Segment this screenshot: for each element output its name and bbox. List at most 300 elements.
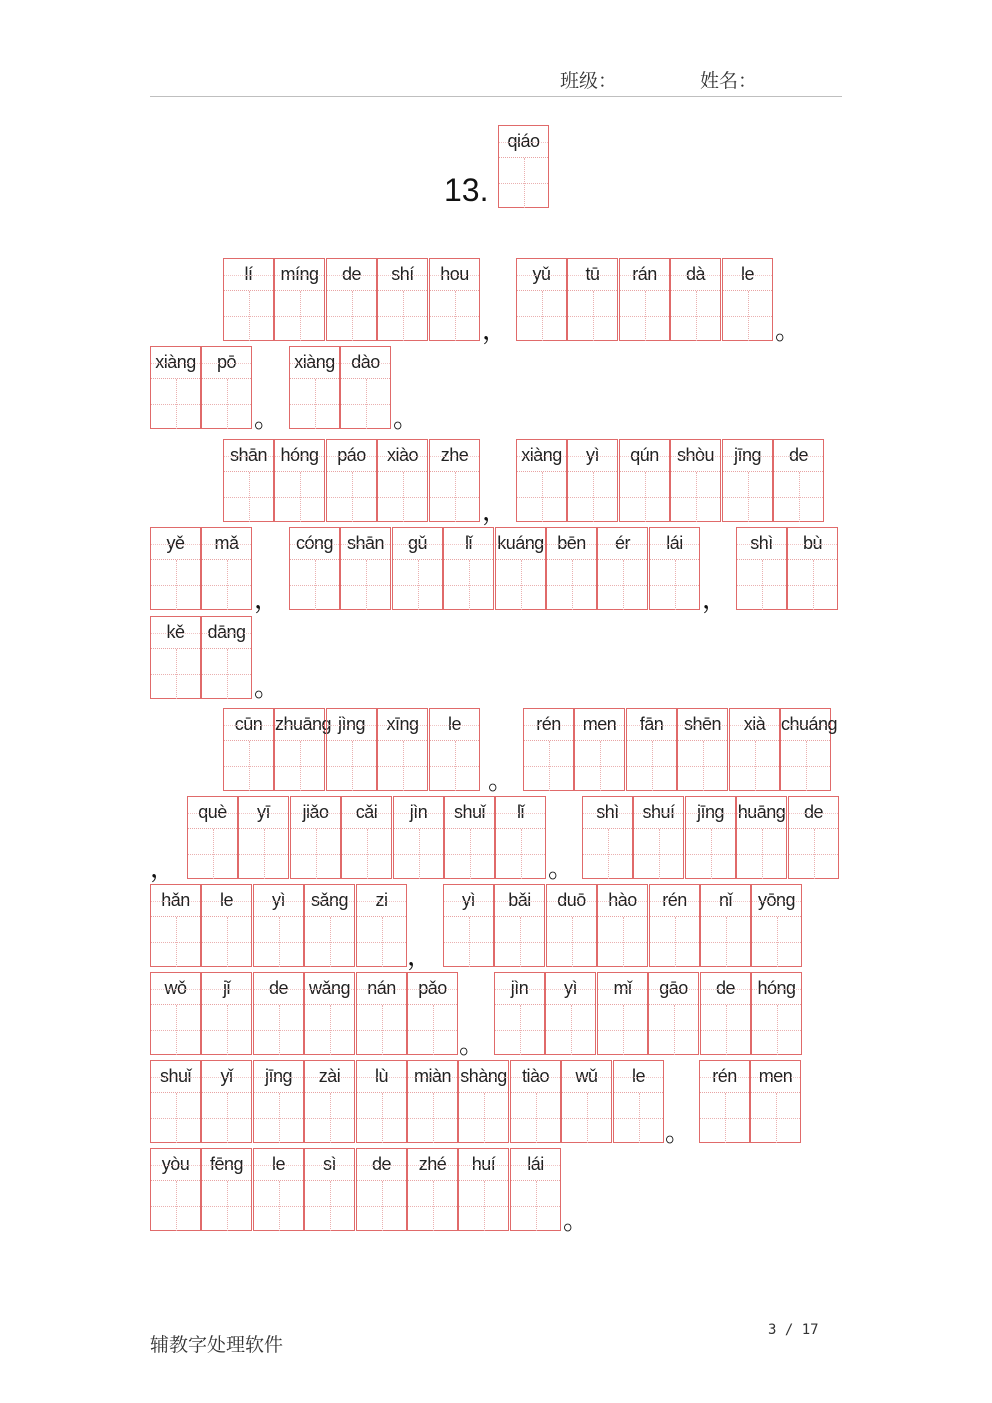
tianzige-cell[interactable] xyxy=(393,796,444,879)
punctuation-mark: 。 xyxy=(548,854,575,884)
pinyin-label: wǒ xyxy=(151,973,200,1005)
tianzige-cell[interactable] xyxy=(567,439,618,522)
hanzi-writing-box[interactable] xyxy=(305,1093,354,1143)
pinyin-label: shān xyxy=(224,440,273,472)
tianzige-cell[interactable] xyxy=(444,796,495,879)
hanzi-writing-box[interactable] xyxy=(723,291,772,341)
tianzige-cell[interactable] xyxy=(736,796,787,879)
hanzi-writing-box[interactable] xyxy=(700,1093,749,1143)
hanzi-writing-box[interactable] xyxy=(598,560,647,610)
tianzige-cell[interactable] xyxy=(253,884,304,967)
tianzige-cell[interactable] xyxy=(150,616,201,699)
tianzige-cell[interactable] xyxy=(495,527,546,610)
pinyin-label: rán xyxy=(620,259,669,291)
tianzige-cell[interactable] xyxy=(326,439,377,522)
tianzige-cell[interactable] xyxy=(523,708,574,791)
tianzige-cell[interactable] xyxy=(429,258,480,341)
tianzige-cell[interactable] xyxy=(494,884,545,967)
hanzi-writing-box[interactable] xyxy=(327,741,376,791)
hanzi-writing-box[interactable] xyxy=(598,917,647,967)
hanzi-writing-box[interactable] xyxy=(188,829,237,879)
tianzige-cell[interactable] xyxy=(516,258,567,341)
hanzi-writing-box[interactable] xyxy=(517,291,566,341)
pinyin-label: zi xyxy=(357,885,406,917)
tianzige-cell[interactable] xyxy=(201,616,252,699)
hanzi-writing-box[interactable] xyxy=(723,472,772,522)
tianzige-cell[interactable] xyxy=(619,439,670,522)
tianzige-cell[interactable] xyxy=(597,972,648,1055)
punctuation-mark: 。 xyxy=(459,1030,486,1060)
hanzi-writing-box[interactable] xyxy=(378,741,427,791)
pinyin-label: shēn xyxy=(678,709,727,741)
page-number: 3 / 17 xyxy=(768,1322,819,1338)
tianzige-cell[interactable] xyxy=(648,972,699,1055)
hanzi-writing-box[interactable] xyxy=(202,1005,251,1055)
tianzige-cell[interactable] xyxy=(253,972,304,1055)
software-name: 辅教字处理软件 xyxy=(150,1334,284,1356)
hanzi-writing-box[interactable] xyxy=(151,379,200,429)
pinyin-label: xiàng xyxy=(151,347,200,379)
hanzi-writing-box[interactable] xyxy=(341,379,390,429)
tianzige-cell[interactable] xyxy=(780,708,838,791)
pinyin-label: hào xyxy=(598,885,647,917)
tianzige-cell[interactable] xyxy=(289,527,340,610)
tianzige-cell[interactable] xyxy=(150,1148,201,1231)
hanzi-writing-box[interactable] xyxy=(575,741,624,791)
tianzige-cell[interactable] xyxy=(699,1060,750,1143)
tianzige-cell[interactable] xyxy=(443,527,494,610)
pinyin-label: rén xyxy=(524,709,573,741)
hanzi-writing-box[interactable] xyxy=(357,917,406,967)
tianzige-cell[interactable] xyxy=(274,439,325,522)
tianzige-cell[interactable] xyxy=(787,527,838,610)
hanzi-writing-box[interactable] xyxy=(620,291,669,341)
pinyin-label: dào xyxy=(341,347,390,379)
pinyin-label: bēn xyxy=(547,528,596,560)
tianzige-cell[interactable] xyxy=(150,346,201,429)
hanzi-writing-box[interactable] xyxy=(614,1093,663,1143)
pinyin-label: sǎng xyxy=(305,885,354,917)
hanzi-writing-box[interactable] xyxy=(511,1093,560,1143)
pinyin-label: ér xyxy=(598,528,647,560)
tianzige-cell[interactable] xyxy=(407,1148,458,1231)
tianzige-cell[interactable] xyxy=(377,258,428,341)
hanzi-writing-box[interactable] xyxy=(151,560,200,610)
tianzige-cell[interactable] xyxy=(407,1060,458,1143)
tianzige-cell[interactable] xyxy=(201,884,252,967)
pinyin-label: kě xyxy=(151,617,200,649)
tianzige-cell[interactable] xyxy=(201,1060,252,1143)
hanzi-writing-box[interactable] xyxy=(788,560,837,610)
hanzi-writing-box[interactable] xyxy=(459,1093,508,1143)
hanzi-writing-box[interactable] xyxy=(752,1005,801,1055)
tianzige-cell[interactable] xyxy=(545,972,596,1055)
hanzi-writing-box[interactable] xyxy=(151,917,200,967)
hanzi-writing-box[interactable] xyxy=(444,917,493,967)
pinyin-label: qiáo xyxy=(499,126,548,158)
tianzige-cell[interactable] xyxy=(326,258,377,341)
hanzi-writing-box[interactable] xyxy=(305,1181,354,1231)
pinyin-label: dà xyxy=(671,259,720,291)
hanzi-writing-box[interactable] xyxy=(686,829,735,879)
tianzige-cell[interactable] xyxy=(633,796,684,879)
tianzige-cell[interactable] xyxy=(516,439,567,522)
hanzi-writing-box[interactable] xyxy=(649,1005,698,1055)
tianzige-cell[interactable] xyxy=(223,439,274,522)
name-label: 姓名： xyxy=(700,70,758,92)
pinyin-label: lǐ xyxy=(444,528,493,560)
hanzi-writing-box[interactable] xyxy=(378,291,427,341)
pinyin-label: men xyxy=(751,1061,800,1093)
hanzi-writing-box[interactable] xyxy=(751,1093,800,1143)
tianzige-cell[interactable] xyxy=(788,796,839,879)
hanzi-writing-box[interactable] xyxy=(290,379,339,429)
hanzi-writing-box[interactable] xyxy=(752,917,801,967)
tianzige-cell[interactable] xyxy=(150,1060,201,1143)
hanzi-writing-box[interactable] xyxy=(305,917,354,967)
pinyin-label: zhe xyxy=(430,440,479,472)
tianzige-cell[interactable] xyxy=(429,439,480,522)
hanzi-writing-box[interactable] xyxy=(598,1005,647,1055)
tianzige-cell[interactable] xyxy=(326,708,377,791)
hanzi-writing-box[interactable] xyxy=(730,741,779,791)
hanzi-writing-box[interactable] xyxy=(393,560,442,610)
tianzige-cell[interactable] xyxy=(773,439,824,522)
hanzi-writing-box[interactable] xyxy=(445,829,494,879)
hanzi-writing-box[interactable] xyxy=(254,1181,303,1231)
tianzige-cell[interactable] xyxy=(392,527,443,610)
pinyin-label: shì xyxy=(583,797,632,829)
pinyin-label: míng xyxy=(275,259,324,291)
hanzi-writing-box[interactable] xyxy=(547,917,596,967)
tianzige-cell[interactable] xyxy=(597,527,648,610)
tianzige-cell[interactable] xyxy=(700,884,751,967)
tianzige-cell[interactable] xyxy=(340,527,391,610)
hanzi-writing-box[interactable] xyxy=(224,741,273,791)
hanzi-writing-box[interactable] xyxy=(774,472,823,522)
pinyin-label: nán xyxy=(357,973,406,1005)
tianzige-cell[interactable] xyxy=(510,1060,561,1143)
hanzi-writing-box[interactable] xyxy=(151,649,200,699)
hanzi-writing-box[interactable] xyxy=(239,829,288,879)
tianzige-cell[interactable] xyxy=(274,258,325,341)
pinyin-label: miàn xyxy=(408,1061,457,1093)
hanzi-writing-box[interactable] xyxy=(499,158,548,208)
tianzige-cell[interactable] xyxy=(649,884,700,967)
pinyin-label: shàng xyxy=(459,1061,508,1093)
pinyin-label: gāo xyxy=(649,973,698,1005)
punctuation-mark: ， xyxy=(482,316,509,346)
tianzige-cell[interactable] xyxy=(253,1060,304,1143)
tianzige-cell[interactable] xyxy=(356,1060,407,1143)
pinyin-label: cūn xyxy=(224,709,273,741)
tianzige-cell[interactable] xyxy=(443,884,494,967)
pinyin-label: le xyxy=(254,1149,303,1181)
hanzi-writing-box[interactable] xyxy=(327,291,376,341)
hanzi-writing-box[interactable] xyxy=(357,1181,406,1231)
hanzi-writing-box[interactable] xyxy=(627,741,676,791)
pinyin-label: shān xyxy=(341,528,390,560)
hanzi-writing-box[interactable] xyxy=(430,741,479,791)
tianzige-cell[interactable] xyxy=(670,439,721,522)
pinyin-label: hóng xyxy=(752,973,801,1005)
hanzi-writing-box[interactable] xyxy=(254,1093,303,1143)
punctuation-mark: 。 xyxy=(254,673,281,703)
pinyin-label: sì xyxy=(305,1149,354,1181)
hanzi-writing-box[interactable] xyxy=(459,1181,508,1231)
tianzige-cell[interactable] xyxy=(223,258,274,341)
tianzige-cell[interactable] xyxy=(582,796,633,879)
tianzige-cell[interactable] xyxy=(722,258,773,341)
pinyin-label: jiǎo xyxy=(291,797,340,829)
pinyin-label: jìn xyxy=(495,973,544,1005)
pinyin-label: le xyxy=(430,709,479,741)
punctuation-mark: 。 xyxy=(393,404,420,434)
hanzi-writing-box[interactable] xyxy=(568,472,617,522)
hanzi-writing-box[interactable] xyxy=(290,560,339,610)
tianzige-cell[interactable] xyxy=(304,884,355,967)
hanzi-writing-box[interactable] xyxy=(224,291,273,341)
pinyin-label: yǐ xyxy=(202,1061,251,1093)
hanzi-writing-box[interactable] xyxy=(254,917,303,967)
hanzi-writing-box[interactable] xyxy=(547,560,596,610)
hanzi-writing-box[interactable] xyxy=(224,472,273,522)
tianzige-cell[interactable] xyxy=(494,972,545,1055)
pinyin-label: jīng xyxy=(723,440,772,472)
punctuation-mark: ， xyxy=(150,854,177,884)
tianzige-cell[interactable] xyxy=(546,527,597,610)
tianzige-cell[interactable] xyxy=(223,708,274,791)
tianzige-cell[interactable] xyxy=(458,1148,509,1231)
tianzige-cell[interactable] xyxy=(685,796,736,879)
tianzige-cell[interactable] xyxy=(751,884,802,967)
tianzige-cell[interactable] xyxy=(340,346,391,429)
pinyin-label: mǐ xyxy=(598,973,647,1005)
punctuation-mark: 。 xyxy=(563,1206,590,1236)
tianzige-cell[interactable] xyxy=(750,1060,801,1143)
tianzige-cell[interactable] xyxy=(700,972,751,1055)
hanzi-writing-box[interactable] xyxy=(444,560,493,610)
tianzige-cell[interactable] xyxy=(238,796,289,879)
hanzi-writing-box[interactable] xyxy=(430,472,479,522)
pinyin-label: tū xyxy=(568,259,617,291)
tianzige-cell[interactable] xyxy=(187,796,238,879)
pinyin-label: bù xyxy=(788,528,837,560)
hanzi-writing-box[interactable] xyxy=(357,1005,406,1055)
tianzige-cell[interactable] xyxy=(567,258,618,341)
tianzige-cell[interactable] xyxy=(458,1060,509,1143)
pinyin-label: hǎn xyxy=(151,885,200,917)
pinyin-label: shuǐ xyxy=(445,797,494,829)
pinyin-label: cóng xyxy=(290,528,339,560)
hanzi-writing-box[interactable] xyxy=(394,829,443,879)
hanzi-writing-box[interactable] xyxy=(678,741,727,791)
hanzi-writing-box[interactable] xyxy=(341,560,390,610)
hanzi-writing-box[interactable] xyxy=(781,741,830,791)
tianzige-cell[interactable] xyxy=(290,796,341,879)
hanzi-writing-box[interactable] xyxy=(305,1005,354,1055)
pinyin-label: hóng xyxy=(275,440,324,472)
hanzi-writing-box[interactable] xyxy=(202,1093,251,1143)
tianzige-cell[interactable] xyxy=(407,972,458,1055)
tianzige-cell[interactable] xyxy=(341,796,392,879)
hanzi-writing-box[interactable] xyxy=(634,829,683,879)
tianzige-cell[interactable] xyxy=(626,708,677,791)
hanzi-writing-box[interactable] xyxy=(496,829,545,879)
tianzige-cell[interactable] xyxy=(289,346,340,429)
hanzi-writing-box[interactable] xyxy=(342,829,391,879)
hanzi-writing-box[interactable] xyxy=(511,1181,560,1231)
pinyin-label: de xyxy=(701,973,750,1005)
hanzi-writing-box[interactable] xyxy=(524,741,573,791)
tianzige-cell[interactable] xyxy=(751,972,802,1055)
tianzige-cell[interactable] xyxy=(729,708,780,791)
pinyin-label: dāng xyxy=(202,617,251,649)
hanzi-writing-box[interactable] xyxy=(495,1005,544,1055)
pinyin-label: le xyxy=(202,885,251,917)
hanzi-writing-box[interactable] xyxy=(546,1005,595,1055)
hanzi-writing-box[interactable] xyxy=(275,741,324,791)
hanzi-writing-box[interactable] xyxy=(202,649,251,699)
hanzi-writing-box[interactable] xyxy=(275,291,324,341)
tianzige-cell[interactable] xyxy=(304,1060,355,1143)
hanzi-writing-box[interactable] xyxy=(650,560,699,610)
hanzi-writing-box[interactable] xyxy=(275,472,324,522)
pinyin-label: lái xyxy=(511,1149,560,1181)
tianzige-cell[interactable] xyxy=(356,884,407,967)
pinyin-label: bǎi xyxy=(495,885,544,917)
tianzige-cell[interactable] xyxy=(649,527,700,610)
tianzige-cell[interactable] xyxy=(274,708,332,791)
pinyin-label: lí xyxy=(224,259,273,291)
tianzige-cell[interactable] xyxy=(253,1148,304,1231)
hanzi-writing-box[interactable] xyxy=(408,1005,457,1055)
hanzi-writing-box[interactable] xyxy=(151,1093,200,1143)
pinyin-label: zhé xyxy=(408,1149,457,1181)
tianzige-cell[interactable] xyxy=(613,1060,664,1143)
hanzi-writing-box[interactable] xyxy=(517,472,566,522)
pinyin-label: shì xyxy=(737,528,786,560)
pinyin-label: shuí xyxy=(634,797,683,829)
class-label: 班级： xyxy=(560,70,618,92)
tianzige-cell[interactable] xyxy=(201,1148,252,1231)
hanzi-writing-box[interactable] xyxy=(620,472,669,522)
hanzi-writing-box[interactable] xyxy=(737,560,786,610)
hanzi-writing-box[interactable] xyxy=(562,1093,611,1143)
pinyin-label: de xyxy=(774,440,823,472)
punctuation-mark: 。 xyxy=(254,404,281,434)
pinyin-label: yōng xyxy=(752,885,801,917)
pinyin-label: yǔ xyxy=(517,259,566,291)
tianzige-cell[interactable] xyxy=(201,346,252,429)
hanzi-writing-box[interactable] xyxy=(202,917,251,967)
hanzi-writing-box[interactable] xyxy=(151,1181,200,1231)
tianzige-cell[interactable] xyxy=(677,708,728,791)
pinyin-label: xiàng xyxy=(517,440,566,472)
punctuation-mark: 。 xyxy=(665,1118,692,1148)
hanzi-writing-box[interactable] xyxy=(568,291,617,341)
hanzi-writing-box[interactable] xyxy=(701,917,750,967)
pinyin-label: rén xyxy=(700,1061,749,1093)
hanzi-writing-box[interactable] xyxy=(202,560,251,610)
tianzige-cell[interactable] xyxy=(377,439,428,522)
pinyin-label: pō xyxy=(202,347,251,379)
hanzi-writing-box[interactable] xyxy=(737,829,786,879)
tianzige-cell[interactable] xyxy=(619,258,670,341)
tianzige-cell[interactable] xyxy=(150,527,201,610)
pinyin-label: kuáng xyxy=(496,528,545,560)
hanzi-writing-box[interactable] xyxy=(378,472,427,522)
hanzi-writing-box[interactable] xyxy=(789,829,838,879)
pinyin-label: de xyxy=(327,259,376,291)
pinyin-label: de xyxy=(254,973,303,1005)
hanzi-writing-box[interactable] xyxy=(202,1181,251,1231)
pinyin-label: fān xyxy=(627,709,676,741)
tianzige-cell[interactable] xyxy=(722,439,773,522)
pinyin-label: què xyxy=(188,797,237,829)
pinyin-label: wǔ xyxy=(562,1061,611,1093)
tianzige-cell[interactable] xyxy=(150,972,201,1055)
tianzige-cell[interactable] xyxy=(670,258,721,341)
pinyin-label: xīng xyxy=(378,709,427,741)
tianzige-cell[interactable] xyxy=(201,527,252,610)
hanzi-writing-box[interactable] xyxy=(701,1005,750,1055)
tianzige-cell[interactable] xyxy=(574,708,625,791)
hanzi-writing-box[interactable] xyxy=(202,379,251,429)
tianzige-cell[interactable] xyxy=(356,972,407,1055)
hanzi-writing-box[interactable] xyxy=(357,1093,406,1143)
hanzi-writing-box[interactable] xyxy=(408,1181,457,1231)
hanzi-writing-box[interactable] xyxy=(671,291,720,341)
hanzi-writing-box[interactable] xyxy=(650,917,699,967)
pinyin-label: le xyxy=(723,259,772,291)
tianzige-cell[interactable] xyxy=(495,796,546,879)
hanzi-writing-box[interactable] xyxy=(327,472,376,522)
pinyin-label: men xyxy=(575,709,624,741)
hanzi-writing-box[interactable] xyxy=(671,472,720,522)
tianzige-cell[interactable] xyxy=(304,972,355,1055)
pinyin-label: jìn xyxy=(394,797,443,829)
hanzi-writing-box[interactable] xyxy=(496,560,545,610)
tianzige-cell[interactable] xyxy=(377,708,428,791)
pinyin-label: qún xyxy=(620,440,669,472)
pinyin-label: zhuāng xyxy=(275,709,324,741)
pinyin-label: huāng xyxy=(737,797,786,829)
tianzige-cell[interactable] xyxy=(597,884,648,967)
hanzi-writing-box[interactable] xyxy=(408,1093,457,1143)
hanzi-writing-box[interactable] xyxy=(291,829,340,879)
pinyin-label: xià xyxy=(730,709,779,741)
hanzi-writing-box[interactable] xyxy=(583,829,632,879)
hanzi-writing-box[interactable] xyxy=(495,917,544,967)
tianzige-cell[interactable] xyxy=(429,708,480,791)
pinyin-label: lái xyxy=(650,528,699,560)
hanzi-writing-box[interactable] xyxy=(254,1005,303,1055)
tianzige-cell[interactable] xyxy=(546,884,597,967)
tianzige-cell[interactable] xyxy=(736,527,787,610)
pinyin-label: pǎo xyxy=(408,973,457,1005)
tianzige-cell[interactable] xyxy=(201,972,252,1055)
hanzi-writing-box[interactable] xyxy=(151,1005,200,1055)
tianzige-cell[interactable] xyxy=(498,125,549,208)
tianzige-cell[interactable] xyxy=(304,1148,355,1231)
tianzige-cell[interactable] xyxy=(561,1060,612,1143)
hanzi-writing-box[interactable] xyxy=(430,291,479,341)
pinyin-label: xiào xyxy=(378,440,427,472)
tianzige-cell[interactable] xyxy=(510,1148,561,1231)
tianzige-cell[interactable] xyxy=(356,1148,407,1231)
tianzige-cell[interactable] xyxy=(150,884,201,967)
